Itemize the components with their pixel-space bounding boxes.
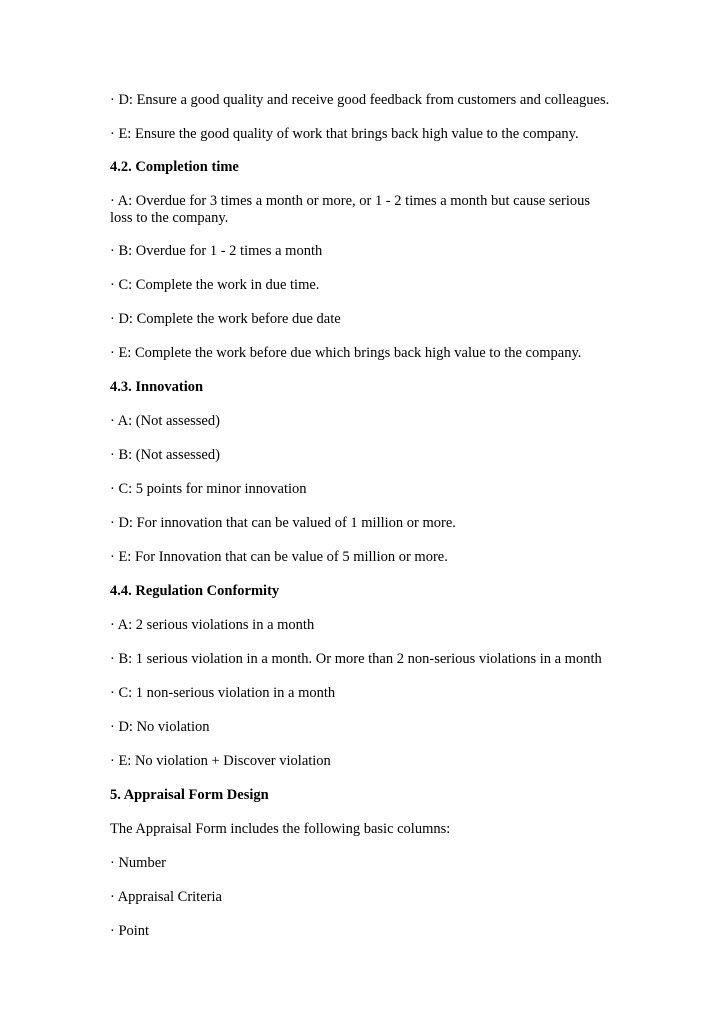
- criterion-d-completion: · D: Complete the work before due date: [110, 311, 341, 327]
- criterion-e-completion: · E: Complete the work before due which brings back high value to the company.: [110, 345, 582, 361]
- column-item-point: · Point: [110, 923, 150, 939]
- criterion-c-innovation: · C: 5 points for minor innovation: [110, 481, 307, 497]
- criterion-c-regulation: · C: 1 non-serious violation in a month: [110, 685, 336, 701]
- criterion-b-completion: · B: Overdue for 1 - 2 times a month: [110, 243, 323, 259]
- criterion-d-regulation: · D: No violation: [110, 719, 210, 735]
- criterion-d-innovation: · D: For innovation that can be valued of 1 million or more.: [110, 515, 456, 531]
- criterion-e-regulation: · E: No violation + Discover violation: [110, 753, 331, 769]
- criterion-a-completion: · A: Overdue for 3 times a month or more, or 1 - 2 times a month but cause serious loss to the company.: [110, 193, 591, 226]
- criterion-b-innovation: · B: (Not assessed): [110, 447, 220, 463]
- column-item-number: · Number: [110, 855, 166, 871]
- criterion-b-regulation: · B: 1 serious violation in a month. Or more than 2 non-serious violations in a month: [110, 651, 602, 667]
- appraisal-form-intro: The Appraisal Form includes the following basic columns:: [110, 821, 451, 837]
- criterion-a-regulation: · A: 2 serious violations in a month: [110, 617, 315, 633]
- criterion-e-quality: · E: Ensure the good quality of work that brings back high value to the company.: [110, 126, 579, 142]
- heading-appraisal-form-design: 5. Appraisal Form Design: [110, 787, 269, 803]
- column-item-appraisal-criteria: · Appraisal Criteria: [110, 889, 222, 905]
- heading-regulation-conformity: 4.4. Regulation Conformity: [110, 583, 280, 599]
- heading-innovation: 4.3. Innovation: [110, 379, 204, 395]
- criterion-c-completion: · C: Complete the work in due time.: [110, 277, 320, 293]
- heading-completion-time: 4.2. Completion time: [110, 159, 239, 175]
- criterion-d-quality: · D: Ensure a good quality and receive good feedback from customers and colleagues.: [110, 92, 610, 108]
- criterion-a-innovation: · A: (Not assessed): [110, 413, 220, 429]
- criterion-e-innovation: · E: For Innovation that can be value of 5 million or more.: [110, 549, 448, 565]
